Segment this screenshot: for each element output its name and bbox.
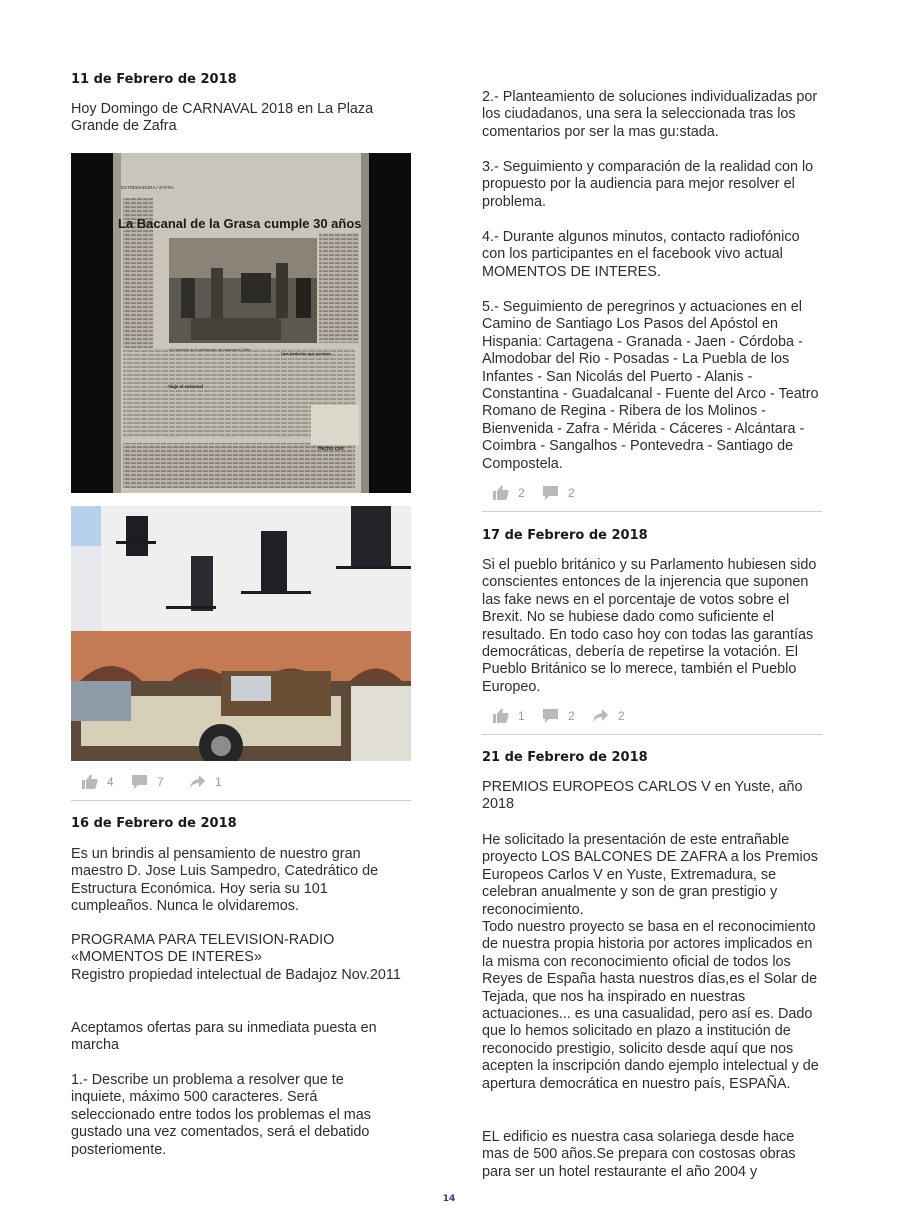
post-stats <box>492 485 792 507</box>
thumbs-up-icon <box>81 774 98 789</box>
share-icon <box>592 708 609 723</box>
post-text: 4.- Durante algunos minutos, contacto radiofónico con los participantes en el facebook vivo actual MOMENTOS DE INTERES. <box>482 229 800 280</box>
divider <box>482 734 822 735</box>
post-text: 1.- Describe un problema a resolver que te inquiete, máximo 500 caracteres. Será seleccionado entre todos los problemas el mas gustado una vez comentados, será el debatido posteriomente. <box>71 1072 371 1158</box>
share-count: 1 <box>215 774 222 789</box>
like-count: 4 <box>107 774 114 789</box>
comment-stat[interactable] <box>542 485 575 500</box>
post-text: EL edificio es nuestra casa solariega desde hace mas de 500 años.Se prepara con costosas obras para ser un hotel restaurante el año 2004 y <box>482 1129 796 1180</box>
divider <box>71 800 411 801</box>
post-text: PREMIOS EUROPEOS CARLOS V en Yuste, año 2018 <box>482 779 803 813</box>
newspaper-clipping-image <box>71 153 411 493</box>
like-stat[interactable] <box>492 708 525 723</box>
post-date: 17 de Febrero de 2018 <box>482 528 648 543</box>
newspaper-subhead: Una tradición que perdura <box>281 351 331 356</box>
post-date: 11 de Febrero de 2018 <box>71 72 237 87</box>
post-text: 5.- Seguimiento de peregrinos y actuaciones en el Camino de Santiago Los Pasos del Apóstol en Hispania: Cartagena - Granada - Jaen - Córdoba - Almodobar del Rio - Posadas - La Puebla de los Infantes - San Nicolás del Puerto - Alanis - Constantina - Guadalcanal - Fuente del Arco - Teatro Romano de Regina - Ribera de los Molinos - Bienvenida - Zafra - Mérida - Cáceres - Alcántara - Coimbra - Sangalhos - Pontevedra - Santiago de Compostela. <box>482 299 819 472</box>
thumbs-up-icon <box>492 485 509 500</box>
plaza-photo[interactable] <box>71 506 411 761</box>
post-text: PROGRAMA PARA TELEVISION-RADIO «MOMENTOS DE INTERES» Registro propiedad intelectual de Badajoz Nov.2011 <box>71 932 401 983</box>
post-text: Es un brindis al pensamiento de nuestro gran maestro D. Jose Luis Sampedro, Catedrático de Estructura Económica. Hoy seria su 101 cumpleaños. Nunca le olvidaremos. <box>71 846 379 915</box>
comment-stat[interactable] <box>131 774 164 789</box>
post-text: Hoy Domingo de CARNAVAL 2018 en La Plaza Grande de Zafra <box>71 101 374 135</box>
post-text: He solicitado la presentación de este entrañable proyecto LOS BALCONES DE ZAFRA a los Premios Europeos Carlos V en Yuste, Extremadura, se celebran anualmente y son de gran prestigio y reconocimiento. Todo nuestro proyecto se basa en el reconocimiento de nuestra propia historia por actores implicados en la misma con reconocimiento oficial de todos los Reyes de España hasta nuestros días,es el Solar de Tejada, que nos ha inspirado en nuestras actuaciones... es una casualidad, pero así es. Dado que lo hemos solicitado en plazo a institución de reconocido prestigio, solicito desde aquí que nos acepten la inscripción dando ejemplo intelectual y de apertura democrática en nuestro país, ESPAÑA. <box>482 832 819 1092</box>
newspaper-subhead: Viaje al carnaval <box>168 384 203 389</box>
like-stat[interactable] <box>492 485 525 500</box>
thumbs-up-icon <box>492 708 509 723</box>
share-stat[interactable] <box>592 708 625 723</box>
post-date: 16 de Febrero de 2018 <box>71 816 237 831</box>
post-stats <box>492 708 792 730</box>
like-stat[interactable] <box>81 774 114 789</box>
newspaper-subhead: Hecho con <box>318 446 344 452</box>
post-date: 21 de Febrero de 2018 <box>482 750 648 765</box>
page-number: 14 <box>442 1194 456 1204</box>
newspaper-caption: Un momento de la celebración del carnaval en Zafra <box>169 348 251 352</box>
comment-stat[interactable] <box>542 708 575 723</box>
newspaper-headline: La Bacanal de la Grasa cumple 30 años <box>118 216 362 231</box>
comment-count: 2 <box>568 708 575 723</box>
post-stats <box>81 774 381 796</box>
comment-count: 7 <box>157 774 164 789</box>
share-icon <box>189 774 206 789</box>
post-text: Si el pueblo británico y su Parlamento hubiesen sido conscientes entonces de la injerencia que suponen las fake news en el porcentaje de votos sobre el Brexit. No se hubiese dado como suficiente el resultado. En todo caso hoy con todas las garantías democráticas, debería de repetirse la votación. El Pueblo Británico se lo merece, también el Pueblo Europeo. <box>482 557 817 695</box>
like-count: 2 <box>518 485 525 500</box>
plaza-building-image <box>71 506 411 761</box>
divider <box>482 511 822 512</box>
share-count: 2 <box>618 708 625 723</box>
newspaper-photo[interactable] <box>71 153 411 493</box>
share-stat[interactable] <box>189 774 222 789</box>
post-text: 2.- Planteamiento de soluciones individualizadas por los ciudadanos, una sera la seleccionada tras los comentarios por ser la mas gu:stada. <box>482 89 818 140</box>
post-text: 3.- Seguimiento y comparación de la realidad con lo propuesto por la audiencia para mejor resolver el problema. <box>482 159 814 210</box>
comment-icon <box>131 774 148 789</box>
newspaper-section: EXTREMADURA / ZAFRA <box>121 185 174 190</box>
comment-icon <box>542 485 559 500</box>
post-text: Aceptamos ofertas para su inmediata puesta en marcha <box>71 1020 377 1054</box>
comment-count: 2 <box>568 485 575 500</box>
like-count: 1 <box>518 708 525 723</box>
comment-icon <box>542 708 559 723</box>
